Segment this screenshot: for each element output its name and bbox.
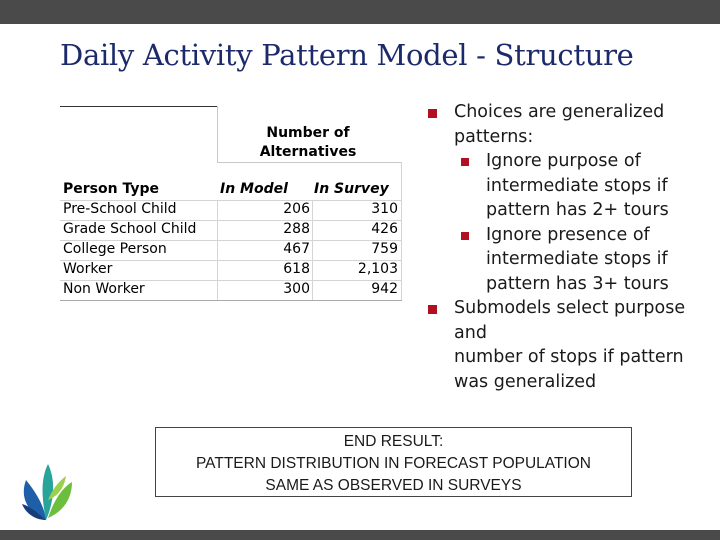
end-result-line: PATTERN DISTRIBUTION IN FORECAST POPULATION [195, 455, 591, 472]
cell-in-survey: 310 [371, 201, 398, 217]
table-grid-vline [312, 200, 313, 300]
column-header-in-survey: In Survey [314, 181, 389, 197]
bullet-text: Choices are generalized patterns: [454, 102, 665, 147]
bullet-list [426, 100, 720, 394]
table-grid-vline [217, 200, 218, 300]
bullet-text: Submodels select purpose and number of stops if pattern was generalized [454, 298, 686, 392]
cell-in-survey: 759 [371, 241, 398, 257]
cell-in-model: 467 [283, 241, 310, 257]
cell-person-type: Grade School Child [63, 221, 197, 237]
cell-in-model: 206 [283, 201, 310, 217]
cell-in-model: 288 [283, 221, 310, 237]
table-row [60, 281, 402, 300]
bullet-item [426, 100, 720, 149]
column-header-in-model: In Model [220, 181, 288, 197]
cell-in-model: 618 [283, 261, 310, 277]
cell-in-survey: 426 [371, 221, 398, 237]
alternatives-table [60, 106, 402, 298]
bullet-item [426, 296, 720, 394]
table-bottom-rule [60, 300, 402, 301]
group-header-rule [217, 162, 402, 163]
cell-in-survey: 2,103 [357, 261, 398, 277]
end-result-line: SAME AS OBSERVED IN SURVEYS [265, 477, 522, 494]
table-row [60, 221, 402, 240]
top-bar [0, 0, 720, 24]
leaf-logo-icon [18, 460, 74, 522]
bullet-text: Ignore presence of intermediate stops if pattern has 3+ tours [486, 224, 669, 294]
cell-person-type: College Person [63, 241, 167, 257]
sub-bullet-item [426, 149, 720, 223]
end-result-heading: END RESULT: [343, 433, 444, 450]
cell-person-type: Non Worker [63, 281, 145, 297]
cell-in-survey: 942 [371, 281, 398, 297]
table-header-divider [217, 106, 218, 162]
column-header-person-type: Person Type [63, 181, 159, 197]
bullet-square-icon [461, 232, 469, 240]
bullet-square-icon [428, 109, 437, 118]
cell-in-model: 300 [283, 281, 310, 297]
table-row [60, 241, 402, 260]
bullet-square-icon [461, 158, 469, 166]
end-result-box [155, 427, 632, 497]
bullet-square-icon [428, 305, 437, 314]
cell-person-type: Worker [63, 261, 113, 277]
group-header: Number of Alternatives [259, 125, 357, 160]
table-row [60, 201, 402, 220]
cell-person-type: Pre-School Child [63, 201, 177, 217]
sub-bullet-item [426, 223, 720, 297]
table-top-rule [60, 106, 217, 107]
bullet-text: Ignore purpose of intermediate stops if pattern has 2+ tours [486, 151, 669, 220]
slide-title: Daily Activity Pattern Model - Structure [60, 38, 634, 72]
table-grid-vline [401, 162, 402, 300]
table-row [60, 261, 402, 280]
bottom-bar [0, 530, 720, 540]
